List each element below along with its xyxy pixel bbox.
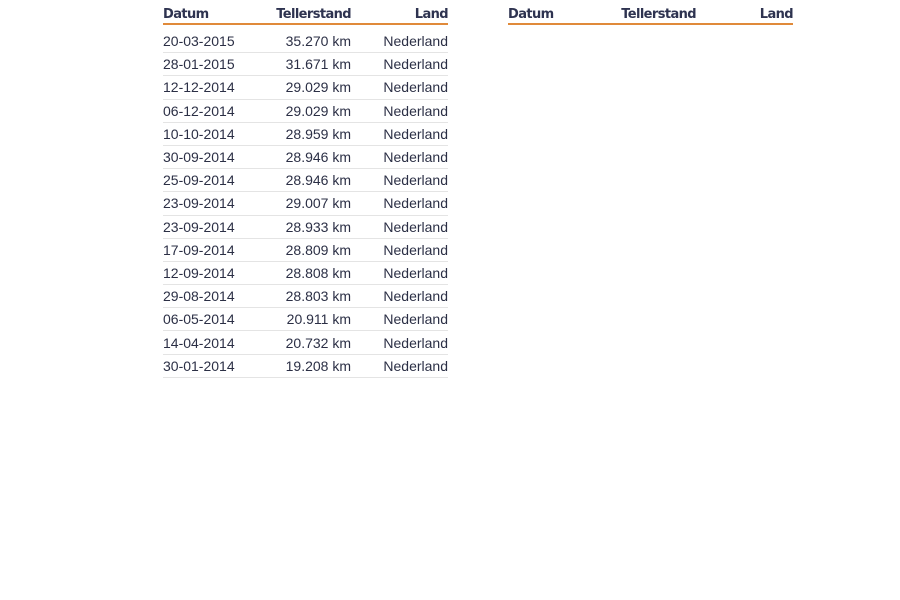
table-header <box>163 7 448 25</box>
cell-land: Nederland <box>383 218 448 235</box>
cell-datum: 23-09-2014 <box>163 195 235 212</box>
cell-land: Nederland <box>383 33 448 50</box>
cell-tellerstand: 31.671 km <box>285 56 351 73</box>
cell-datum: 17-09-2014 <box>163 241 235 258</box>
cell-tellerstand: 35.270 km <box>285 33 351 50</box>
cell-land: Nederland <box>383 195 448 212</box>
cell-land: Nederland <box>383 56 448 73</box>
cell-tellerstand: 28.803 km <box>285 288 351 305</box>
table-header <box>508 7 793 25</box>
cell-datum: 28-01-2015 <box>163 56 235 73</box>
header-land: Land <box>759 7 793 22</box>
header-tellerstand: Tellerstand <box>621 7 696 22</box>
cell-land: Nederland <box>383 334 448 351</box>
table-row <box>163 123 448 146</box>
cell-tellerstand: 28.946 km <box>285 149 351 166</box>
cell-datum: 23-09-2014 <box>163 218 235 235</box>
header-datum: Datum <box>508 7 554 22</box>
cell-tellerstand: 20.911 km <box>286 311 351 328</box>
cell-land: Nederland <box>383 79 448 96</box>
cell-datum: 25-09-2014 <box>163 172 235 189</box>
table-row <box>163 53 448 76</box>
cell-datum: 30-01-2014 <box>163 357 235 374</box>
cell-tellerstand: 28.959 km <box>285 125 351 142</box>
cell-land: Nederland <box>383 241 448 258</box>
table-row <box>163 262 448 285</box>
cell-datum: 06-05-2014 <box>163 311 235 328</box>
table-row <box>163 30 448 53</box>
cell-datum: 29-08-2014 <box>163 288 235 305</box>
cell-datum: 14-04-2014 <box>163 334 235 351</box>
cell-datum: 10-10-2014 <box>163 125 235 142</box>
cell-tellerstand: 28.809 km <box>285 241 351 258</box>
cell-datum: 12-12-2014 <box>163 79 235 96</box>
table-row <box>163 146 448 169</box>
cell-tellerstand: 28.933 km <box>285 218 351 235</box>
cell-tellerstand: 29.029 km <box>285 102 351 119</box>
mileage-table-right <box>508 7 793 30</box>
header-tellerstand: Tellerstand <box>276 7 351 22</box>
cell-land: Nederland <box>383 288 448 305</box>
cell-tellerstand: 28.946 km <box>285 172 351 189</box>
table-row <box>163 76 448 99</box>
cell-tellerstand: 29.007 km <box>285 195 351 212</box>
header-datum: Datum <box>163 7 209 22</box>
cell-datum: 20-03-2015 <box>163 33 235 50</box>
table-row <box>163 355 448 378</box>
table-row <box>163 192 448 215</box>
table-row <box>163 169 448 192</box>
cell-land: Nederland <box>383 357 448 374</box>
table-row <box>163 285 448 308</box>
cell-tellerstand: 19.208 km <box>285 357 351 374</box>
table-row <box>163 239 448 262</box>
cell-land: Nederland <box>383 149 448 166</box>
cell-datum: 30-09-2014 <box>163 149 235 166</box>
cell-datum: 12-09-2014 <box>163 264 235 281</box>
cell-tellerstand: 29.029 km <box>285 79 351 96</box>
cell-datum: 06-12-2014 <box>163 102 235 119</box>
cell-land: Nederland <box>383 311 448 328</box>
table-row <box>163 308 448 331</box>
header-land: Land <box>414 7 448 22</box>
cell-land: Nederland <box>383 172 448 189</box>
table-row <box>163 331 448 354</box>
cell-land: Nederland <box>383 264 448 281</box>
table-row <box>163 100 448 123</box>
table-row <box>163 216 448 239</box>
table-body <box>163 30 448 378</box>
cell-tellerstand: 28.808 km <box>285 264 351 281</box>
cell-land: Nederland <box>383 125 448 142</box>
cell-land: Nederland <box>383 102 448 119</box>
cell-tellerstand: 20.732 km <box>285 334 351 351</box>
mileage-table-left <box>163 7 448 378</box>
